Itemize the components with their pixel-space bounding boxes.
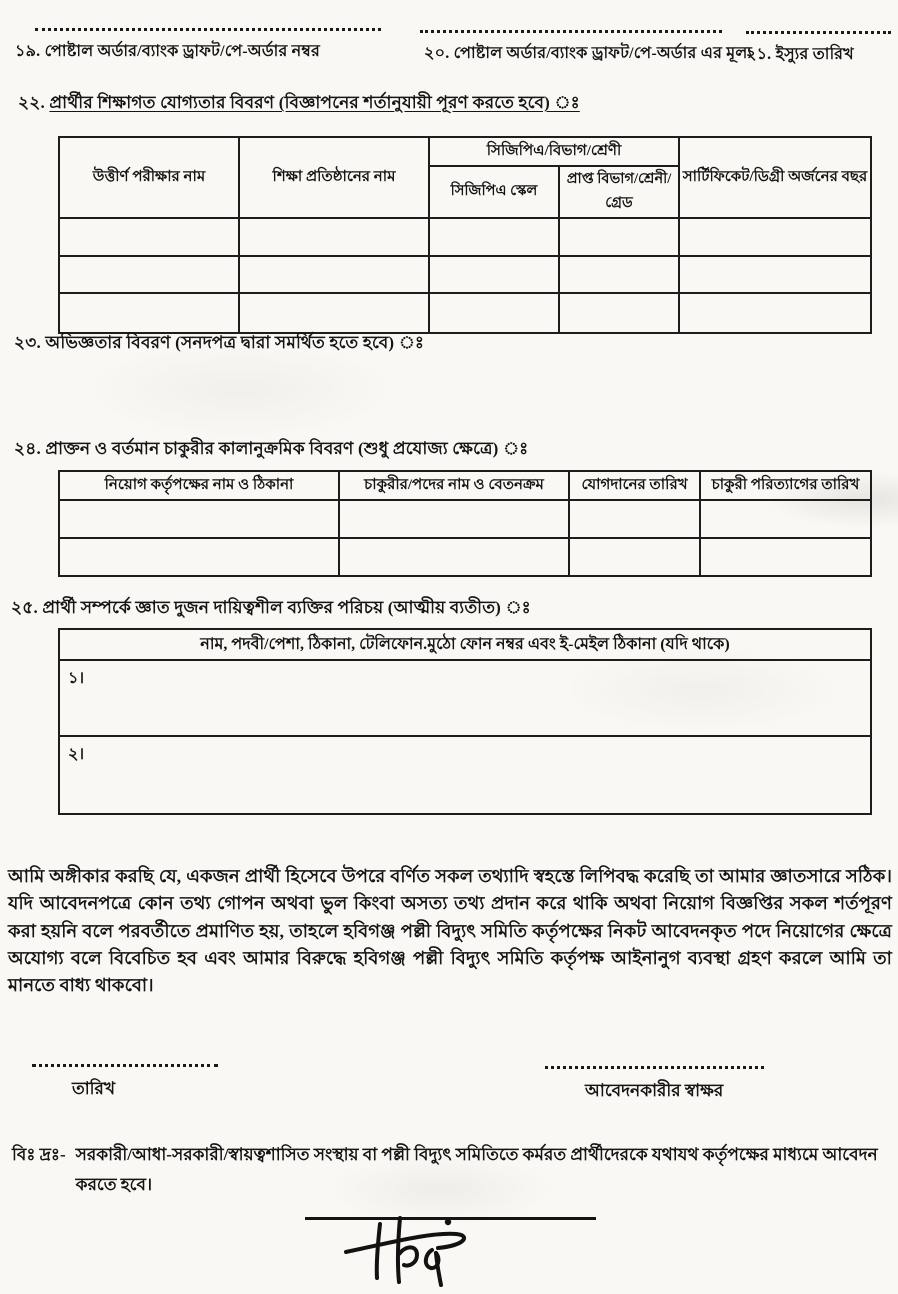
date-block	[32, 1064, 220, 1104]
job-cell	[339, 500, 569, 538]
edu-empty-row	[59, 218, 871, 256]
edu-col-cgpa-group: সিজিপিএ/বিভাগ/শ্রেণী	[429, 137, 679, 166]
field-postal-order-number	[15, 28, 385, 65]
job-col-position: চাকুরীর/পদের নাম ও বেতনক্রম	[339, 471, 569, 500]
edu-cell	[59, 293, 239, 333]
edu-cell	[679, 293, 871, 333]
edu-empty-row	[59, 256, 871, 293]
job-empty-row	[59, 538, 871, 576]
postal-order-value-label: ২০. পোষ্টাল অর্ডার/ব্যাংক ড্রাফট/পে-অর্ডার এর মূল্য	[424, 45, 753, 62]
section-22-number: ২২.	[18, 93, 45, 112]
applicant-signature-label: আবেদনকারীর স্বাক্ষর	[585, 1081, 724, 1100]
section-23-heading: ২৩. অভিজ্ঞতার বিবরণ (সনদপত্র দ্বারা সমর্থিত হতে হবে) ঃ	[14, 333, 425, 352]
edu-cell	[429, 256, 559, 293]
date-dotted-line	[32, 1064, 218, 1067]
education-table	[58, 136, 872, 334]
declaration-paragraph: আমি অঙ্গীকার করছি যে, একজন প্রার্থী হিসেবে উপরে বর্ণিত সকল তথ্যাদি স্বহস্তে লিপিবদ্ধ করেছি তা আমার জ্ঞাতসারে সঠিক। যদি আবেদনপত্রে কোন তথ্য গোপন অথবা ভুল কিংবা অসত্য তথ্য প্রদান করে থাকি অথবা নিয়োগ বিজ্ঞপ্তির সকল শর্তপূরণ করা হয়নি বলে পরবর্তীতে প্রমাণিত হয়, তাহলে হবিগঞ্জ পল্লী বিদ্যুৎ সমিতি কর্তৃপক্ষের নিকট আবেদনকৃত পদে নিয়োগের ক্ষেত্রে অযোগ্য বলে বিবেচিত হব এবং আমার বিরুদ্ধে হবিগঞ্জ পল্লী বিদ্যুৎ সমিতি কর্তৃপক্ষ আইনানুগ ব্যবস্থা গ্রহণ করলে আমি তা মানতে বাধ্য থাকবো।	[8, 866, 892, 996]
job-cell	[569, 538, 700, 576]
section-22-heading	[18, 90, 580, 118]
ref-row-1-label: ১।	[59, 660, 871, 736]
employment-table	[58, 470, 872, 577]
section-24-heading: ২৪. প্রাক্তন ও বর্তমান চাকুরীর কালানুক্রমিক বিবরণ (শুধু প্রযোজ্য ক্ষেত্রে) ঃ	[14, 439, 529, 458]
edu-col-exam-name: উত্তীর্ণ পরীক্ষার নাম	[59, 137, 239, 218]
section-25-heading: ২৫. প্রার্থী সম্পর্কে জ্ঞাত দুজন দায়িত্বশীল ব্যক্তির পরিচয় (আত্মীয় ব্যতীত) ঃ	[11, 598, 531, 617]
ref-table-header: নাম, পদবী/পেশা, ঠিকানা, টেলিফোন.মুঠো ফোন নম্বর এবং ই-মেইল ঠিকানা (যদি থাকে)	[59, 629, 871, 660]
edu-cell	[559, 293, 679, 333]
references-table	[58, 628, 872, 815]
note-block	[12, 1140, 890, 1200]
handwritten-signature	[340, 1212, 500, 1290]
note-text: সরকারী/আধা-সরকারী/স্বায়ত্বশাসিত সংস্থায় বা পল্লী বিদ্যুৎ সমিতিতে কর্মরত প্রার্থীদেরকে যথাযথ কর্তৃপক্ষের মাধ্যমে আবেদন করতে হবে।	[75, 1145, 878, 1194]
date-label: তারিখ	[72, 1079, 116, 1098]
postal-order-number-label: ১৯. পোষ্টাল অর্ডার/ব্যাংক ড্রাফট/পে-অর্ডার নম্বর	[15, 43, 321, 60]
job-cell	[569, 500, 700, 538]
postal-order-value-dotted-line	[420, 30, 722, 33]
job-cell	[700, 538, 871, 576]
applicant-signature-dotted-line	[545, 1066, 764, 1069]
edu-cell	[239, 218, 429, 256]
edu-col-division: প্রাপ্ত বিভাগ/শ্রেনী/গ্রেড	[559, 166, 679, 218]
edu-cell	[59, 218, 239, 256]
edu-cell	[429, 293, 559, 333]
field-postal-order-value	[420, 30, 753, 67]
ref-row-1	[59, 660, 871, 736]
issue-date-dotted-line	[746, 31, 891, 34]
applicant-signature-block	[545, 1066, 767, 1106]
edu-cell	[59, 256, 239, 293]
job-empty-row	[59, 500, 871, 538]
field-issue-date	[746, 31, 894, 68]
job-col-leave-date: চাকুরী পরিত্যাগের তারিখ	[700, 471, 871, 500]
edu-col-year: সার্টিফিকেট/ডিগ্রী অর্জনের বছর	[679, 137, 871, 218]
edu-col-institution: শিক্ষা প্রতিষ্ঠানের নাম	[239, 137, 429, 218]
issue-date-label: ২১. ইস্যুর তারিখ	[746, 46, 854, 63]
note-label: বিঃ দ্রঃ-	[12, 1145, 66, 1164]
edu-cell	[429, 218, 559, 256]
job-cell	[59, 538, 339, 576]
section-22-title: প্রার্থীর শিক্ষাগত যোগ্যতার বিবরণ (বিজ্ঞাপনের শর্তানুযায়ী পূরণ করতে হবে) ঃ	[49, 93, 580, 112]
job-col-authority: নিয়োগ কর্তৃপক্ষের নাম ও ঠিকানা	[59, 471, 339, 500]
job-cell	[59, 500, 339, 538]
edu-cell	[679, 218, 871, 256]
postal-order-number-dotted-line	[35, 28, 381, 31]
edu-cell	[559, 218, 679, 256]
edu-cell	[239, 256, 429, 293]
job-cell	[339, 538, 569, 576]
edu-cell	[239, 293, 429, 333]
ref-row-2	[59, 736, 871, 814]
edu-cell	[679, 256, 871, 293]
ref-row-2-label: ২।	[59, 736, 871, 814]
edu-cell	[559, 256, 679, 293]
job-cell	[700, 500, 871, 538]
job-col-join-date: যোগদানের তারিখ	[569, 471, 700, 500]
edu-col-cgpa-scale: সিজিপিএ স্কেল	[429, 166, 559, 218]
edu-empty-row	[59, 293, 871, 333]
